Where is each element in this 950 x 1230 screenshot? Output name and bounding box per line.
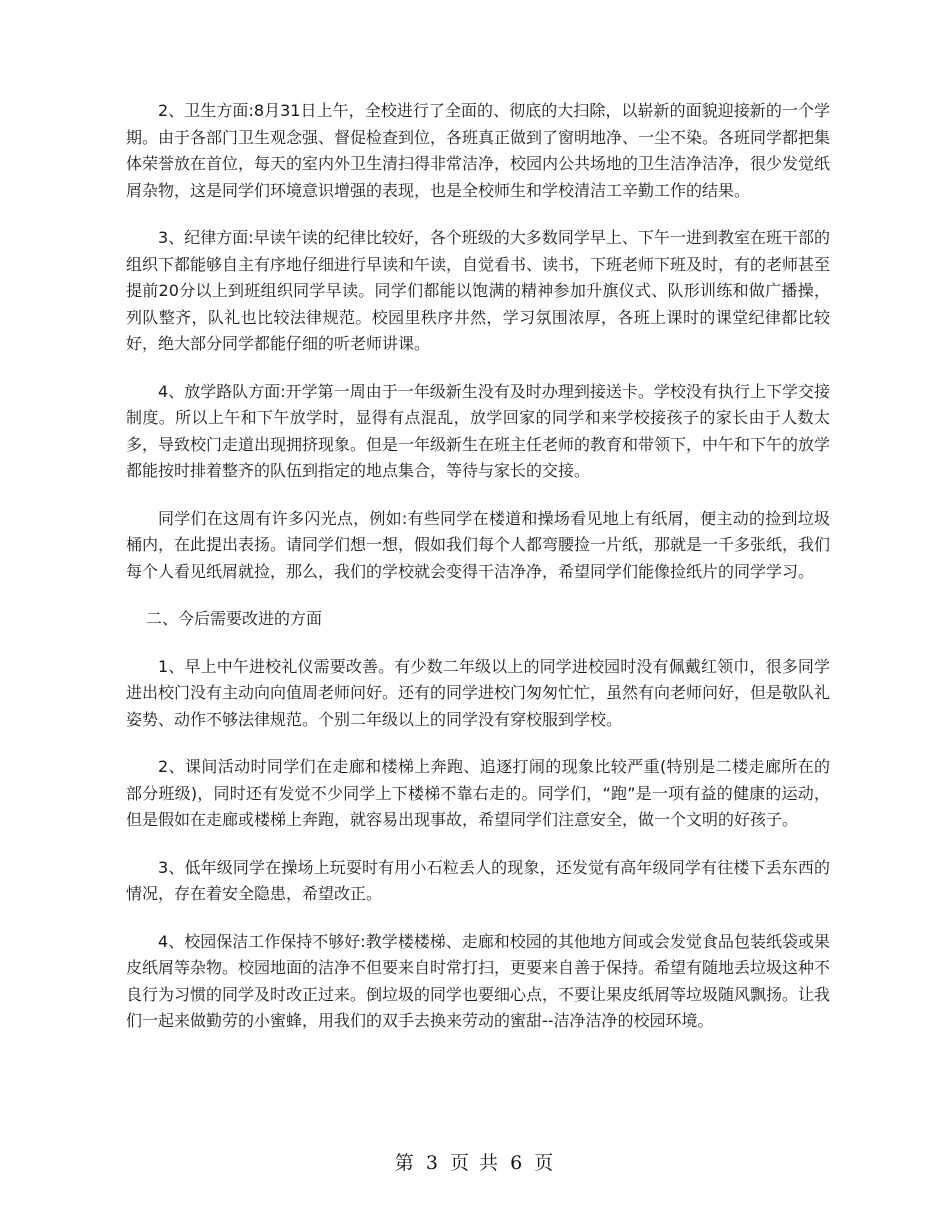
paragraph-dismissal: 4、放学路队方面:开学第一周由于一年级新生没有及时办理到接送卡。学校没有执行上下学交接制度。所以上午和下午放学时，显得有点混乱，放学回家的同学和来学校接孩子的家长由于人数太多，导致校门走道出现拥挤现象。但是一年级新生在班主任老师的教育和带领下，中午和下午的放学都能按时排着整齐的队伍到指定的地点集合，等待与家长的交接。 (126, 381, 831, 480)
paragraph-improvement-4: 4、校园保洁工作保持不够好:教学楼楼梯、走廊和校园的其他地方间或会发觉食品包装纸袋或果皮纸屑等杂物。校园地面的洁净不但要来自时常打扫，更要来自善于保持。希望有随地丢垃圾这种不良行为习惯的同学及时改正过来。倒垃圾的同学也要细心点，不要让果皮纸屑等垃圾随风飘扬。让我们一起来做勤劳的小蜜蜂，用我们的双手去换来劳动的蜜甜--洁净洁净的校园环境。 (126, 931, 831, 1030)
paragraph-discipline: 3、纪律方面:早读午读的纪律比较好，各个班级的大多数同学早上、下午一进到教室在班干部的组织下都能够自主有序地仔细进行早读和午读，自觉看书、读书，下班老师下班及时，有的老师甚至提前20分以上到班组织同学早读。同学们都能以饱满的精神参加升旗仪式、队形训练和做广播操，列队整齐，队礼也比较法律规范。校园里秩序井然，学习氛围浓厚，各班上课时的课堂纪律都比较好，绝大部分同学都能仔细的听老师讲课。 (126, 228, 831, 353)
footer-middle: 页 共 (449, 1152, 501, 1174)
footer-total-pages: 6 (510, 1152, 525, 1174)
paragraph-improvement-2: 2、课间活动时同学们在走廊和楼梯上奔跑、追逐打闹的现象比较严重(特别是二楼走廊所在的部分班级)，同时还有发觉不少同学上下楼梯不靠右走的。同学们，“跑”是一项有益的健康的运动，但是假如在走廊或楼梯上奔跑，就容易出现事故，希望同学们注意安全，做一个文明的好孩子。 (126, 757, 830, 829)
footer-suffix: 页 (534, 1152, 556, 1174)
page-footer (0, 1148, 950, 1175)
paragraph-hygiene: 2、卫生方面:8月31日上午，全校进行了全面的、彻底的大扫除，以崭新的面貌迎接新的一个学期。由于各部门卫生观念强、督促检查到位，各班真正做到了窗明地净、一尘不染。各班同学都把集体荣誉放在首位，每天的室内外卫生清扫得非常洁净，校园内公共场地的卫生洁净洁净，很少发觉纸屑杂物，这是同学们环境意识增强的表现，也是全校师生和学校清洁工辛勤工作的结果。 (126, 101, 831, 200)
paragraph-improvement-3: 3、低年级同学在操场上玩耍时有用小石粒丢人的现象，还发觉有高年级同学有往楼下丢东西的情况，存在着安全隐患，希望改正。 (126, 857, 830, 903)
paragraph-improvement-1: 1、早上中午进校礼仪需要改善。有少数二年级以上的同学进校园时没有佩戴红领巾，很多同学进出校门没有主动向向值周老师问好。还有的同学进校门匆匆忙忙，虽然有向老师问好，但是敬队礼姿势、动作不够法律规范。个别二年级以上的同学没有穿校服到学校。 (126, 656, 831, 729)
footer-page-number: 3 (425, 1152, 440, 1174)
document-body (126, 98, 830, 1056)
paragraph-highlights: 同学们在这周有许多闪光点，例如:有些同学在楼道和操场看见地上有纸屑，便主动的捡到垃圾桶内，在此提出表扬。请同学们想一想，假如我们每个人都弯腰捡一片纸，那就是一千多张纸，我们每个人看见纸屑就捡，那么，我们的学校就会变得干洁净净，希望同学们能像捡纸片的同学学习。 (126, 508, 831, 581)
footer-prefix: 第 (394, 1152, 416, 1174)
section-heading: 二、今后需要改进的方面 (146, 609, 323, 628)
